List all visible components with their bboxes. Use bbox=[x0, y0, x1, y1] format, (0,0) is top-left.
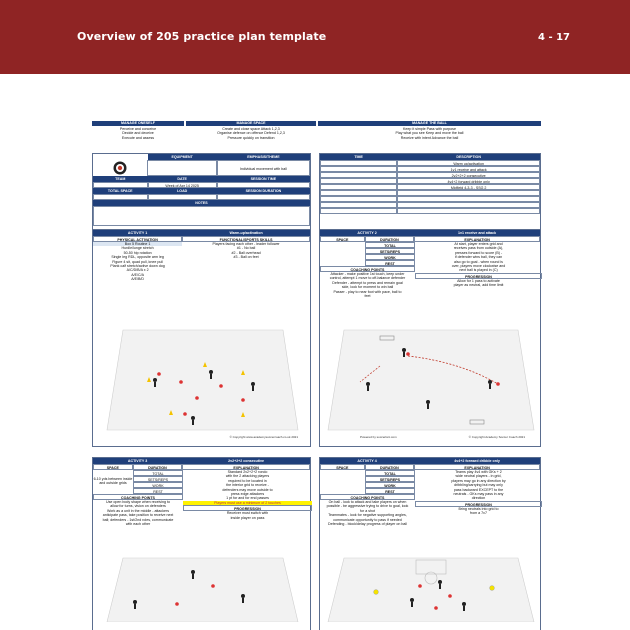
physical-item: A/E/C/A bbox=[131, 272, 144, 277]
activity-title: Warm-up/activation bbox=[182, 230, 310, 236]
progression-label: PROGRESSION bbox=[415, 273, 542, 279]
explanation-label: EXPLANATION bbox=[414, 464, 540, 470]
physical-item: Hurdle/lunge stretch bbox=[121, 246, 154, 251]
principle-manage-oneself bbox=[92, 121, 184, 145]
activity-label: ACTIVITY 4 bbox=[320, 458, 414, 464]
total-space-label: TOTAL SPACE bbox=[93, 188, 148, 194]
description-label: DESCRIPTION bbox=[397, 154, 540, 160]
club-crest-icon bbox=[113, 161, 127, 175]
schedule-item: 2v2+2+2 consecutive bbox=[397, 172, 540, 178]
progression-line: player as neutral, add time limit bbox=[453, 283, 504, 288]
explanation-line: direction bbox=[471, 496, 486, 501]
schedule-item: 4v4+2 forward dribble only bbox=[397, 178, 540, 184]
explanation-line: if defender wins ball, they can bbox=[454, 255, 503, 260]
progression-line: Allow for 1 pass to activate bbox=[457, 278, 500, 283]
emphasis-label: EMPHASIS/THEME bbox=[217, 154, 310, 160]
space-label: SPACE bbox=[320, 464, 365, 470]
diagram-caption-left: Powered by soccerisnt.com bbox=[360, 435, 397, 439]
activity-label: ACTIVITY 3 bbox=[93, 458, 182, 464]
club-logo bbox=[93, 160, 147, 176]
progression-line: inside player on pass bbox=[230, 515, 265, 520]
coaching-point: On ball - look to attack and take players on when bbox=[328, 500, 407, 504]
explanation-line: Teams play 4v4 with GKs + 2 bbox=[455, 470, 502, 474]
coaching-points-list bbox=[93, 500, 183, 526]
space-label: SPACE bbox=[320, 236, 365, 242]
activity-1-diagram bbox=[93, 322, 312, 442]
header-bar bbox=[0, 0, 630, 74]
schedule-item: Midfield 4-3-3 - SSG 2 bbox=[397, 184, 540, 190]
sets-reps-row: SETS/REPS bbox=[365, 476, 415, 482]
principle-line: Execute and assess bbox=[121, 135, 155, 140]
principle-heading: MANAGE ONESELF bbox=[92, 121, 184, 126]
physical-item: Single leg RDL, opposite arm leg bbox=[111, 255, 164, 260]
work-row: WORK bbox=[133, 482, 183, 488]
physical-list bbox=[93, 242, 182, 282]
physical-item: Figure 4 sit, quad pull, knee pull bbox=[112, 259, 163, 264]
coaching-point: Use open body shape when receiving to bbox=[106, 500, 170, 504]
progression-label: PROGRESSION bbox=[183, 505, 312, 511]
coaching-point: Work as a unit in the middle - attackers bbox=[106, 508, 170, 513]
total-row: TOTAL bbox=[133, 470, 183, 476]
coaching-point: Attacker - make positive 1st touch, keep under bbox=[330, 272, 405, 276]
coaching-points-label: COACHING POINTS bbox=[320, 494, 415, 500]
coaching-points-list bbox=[320, 500, 415, 526]
physical-item: A/C/D/B/A x 2 bbox=[126, 268, 149, 273]
highlight-rule: Players must use a minimum of 2 touches bbox=[183, 501, 312, 505]
explanation-label: EXPLANATION bbox=[182, 464, 310, 470]
total-row: TOTAL bbox=[365, 242, 415, 248]
space-line: 6-10 yds between inside bbox=[93, 477, 133, 481]
coaching-point: control, attempt 1 move to off-balance defender bbox=[329, 276, 406, 281]
explanation-line: neutrals - GKs may pass in any bbox=[453, 492, 504, 497]
explanation-line: presses forward to score (B) - bbox=[454, 250, 503, 255]
date-label: DATE bbox=[148, 176, 217, 182]
principle-line: Pressure quickly on transition bbox=[227, 135, 275, 140]
functional-item: #2 - Ball overhead bbox=[231, 250, 261, 255]
progression-list bbox=[415, 279, 542, 288]
coaching-point: for a shot bbox=[360, 508, 375, 513]
page-title: Overview of 205 practice plan template bbox=[77, 30, 327, 43]
principle-manage-space bbox=[186, 121, 316, 145]
explanation-list bbox=[415, 470, 542, 501]
activity-label: ACTIVITY 2 bbox=[320, 230, 414, 236]
principle-line: Decide and deceive bbox=[122, 131, 154, 136]
principle-line: Create and close space Attack 1,2,3 bbox=[222, 127, 280, 131]
principle-line: Perceive and conceive bbox=[119, 127, 157, 131]
explanation-line: Standard 2v2+2+2 rondo bbox=[227, 470, 268, 474]
activity-title: 4v4+2 forward dribble only bbox=[414, 458, 540, 464]
principle-manage-ball bbox=[318, 121, 541, 145]
page-number: 4 - 17 bbox=[538, 32, 570, 43]
explanation-line: players may go in any direction by bbox=[451, 478, 506, 483]
notes-label: NOTES bbox=[93, 200, 310, 206]
coaching-point: ball; defenders - 1st/2nd roles, communicate bbox=[102, 517, 174, 522]
explanation-line: wide neutral players - in grid, bbox=[455, 474, 502, 479]
space-value bbox=[93, 470, 133, 494]
explanation-line: receives pass from outside (A), bbox=[453, 246, 504, 251]
sets-reps-row: SETS/REPS bbox=[133, 476, 183, 482]
activity-3-panel bbox=[92, 457, 311, 630]
coaching-point: anticipate pass, take position to receive next bbox=[102, 513, 174, 518]
date-value: Week of Apr 14 2025 bbox=[148, 182, 217, 188]
explanation-list bbox=[183, 470, 312, 505]
coaching-point: communicate opportunity to pass if needed bbox=[333, 517, 402, 522]
rest-row: REST bbox=[133, 488, 183, 494]
notes-area bbox=[93, 206, 310, 226]
work-row: WORK bbox=[365, 482, 415, 488]
coaching-point: possible - be aggressive trying to drive to goal, look bbox=[326, 504, 409, 509]
coaching-point: Defending - block/delay progress of player on ball bbox=[328, 522, 407, 527]
emphasis-value: Individual movement with ball bbox=[217, 160, 310, 176]
functional-item: #3 - Ball on feet bbox=[233, 255, 259, 260]
schedule-item: 1v1 receive and attack bbox=[397, 166, 540, 172]
coaching-point: allow for turns, vision on defenders bbox=[110, 504, 166, 509]
activity-4-diagram bbox=[320, 552, 542, 622]
physical-item: Box 5 Routine 1 bbox=[93, 242, 182, 246]
explanation-line: with the 2 attacking players bbox=[225, 474, 270, 479]
physical-item: 50-50 hip rotation bbox=[123, 250, 152, 255]
coaching-point: Defender - attempt to press and remain goal bbox=[332, 280, 403, 285]
session-duration-label: SESSION DURATION bbox=[217, 188, 310, 194]
explanation-line: pass backward EXCEPT to the bbox=[453, 487, 504, 492]
explanation-list bbox=[415, 242, 542, 273]
functional-item: #1 - No ball bbox=[236, 246, 256, 251]
duration-label: DURATION bbox=[365, 236, 415, 242]
coaching-point: Teammates - look for negative supporting angles, bbox=[328, 513, 407, 518]
activity-4-panel bbox=[319, 457, 541, 630]
duration-label: DURATION bbox=[365, 464, 415, 470]
principle-line: Keep it simple Pass with purpose bbox=[403, 127, 456, 131]
physical-item: Plank calf stretch/active down dog bbox=[110, 264, 165, 269]
progression-line: Receiver must switch with bbox=[226, 511, 269, 516]
explanation-line: the interior grid to receive - bbox=[226, 483, 269, 488]
team-label: TEAM bbox=[93, 176, 148, 182]
progression-list bbox=[415, 507, 542, 516]
activity-1-panel bbox=[92, 229, 311, 447]
coaching-points-label: COACHING POINTS bbox=[93, 494, 183, 500]
coaching-points-label: COACHING POINTS bbox=[320, 266, 415, 272]
work-row: WORK bbox=[365, 254, 415, 260]
diagram-caption: © Copyright www.academysoccercoach.co.uk 2021 bbox=[229, 435, 298, 439]
explanation-line: next ball is played in (C) bbox=[459, 268, 498, 273]
physical-item: A/E/B/D bbox=[131, 277, 144, 282]
explanation-label: EXPLANATION bbox=[414, 236, 540, 242]
activity-label: ACTIVITY 1 bbox=[93, 230, 182, 236]
explanation-line: At start, player enters grid and bbox=[454, 242, 503, 246]
physical-activation-label: PHYSICAL ACTIVATION bbox=[93, 236, 182, 242]
explanation-line: press edge attackers bbox=[230, 492, 265, 497]
coaching-points-list bbox=[320, 272, 415, 298]
explanation-line: defenders may move outside to bbox=[222, 487, 273, 492]
activity-2-panel bbox=[319, 229, 541, 447]
rest-row: REST bbox=[365, 488, 415, 494]
functional-skills-label: FUNCTIONAL/SPORTS SKILLS bbox=[182, 236, 310, 242]
space-line: and outside grids bbox=[99, 481, 127, 486]
schedule-item: Warm up/activation bbox=[397, 160, 540, 166]
activity-2-diagram bbox=[320, 322, 542, 442]
progression-label: PROGRESSION bbox=[415, 501, 542, 507]
practice-plan-document bbox=[92, 121, 541, 630]
progression-list bbox=[183, 511, 312, 520]
sets-reps-row: SETS/REPS bbox=[365, 248, 415, 254]
explanation-line: 1 pt for and for end passes bbox=[226, 496, 269, 501]
activity-3-diagram bbox=[93, 552, 312, 622]
diagram-caption-right: © Copyright Academy Soccer Coach 2021 bbox=[468, 435, 525, 439]
coaching-point: Passer - play to near foot with pace, ball to bbox=[333, 289, 402, 294]
explanation-line: required to be located in bbox=[228, 478, 267, 483]
explanation-line: also go to goal - when round is bbox=[454, 259, 503, 264]
total-row: TOTAL bbox=[365, 470, 415, 476]
equipment-label: EQUIPMENT bbox=[148, 154, 217, 160]
session-info-table bbox=[92, 153, 311, 241]
duration-label: DURATION bbox=[133, 464, 183, 470]
functional-item: Players facing each other - leader follower bbox=[212, 242, 280, 246]
principle-line: Receive with intent Advance the ball bbox=[400, 135, 459, 140]
time-label: TIME bbox=[320, 154, 397, 160]
coaching-point: side, look for moment to win ball bbox=[341, 285, 394, 290]
principles-strip bbox=[92, 121, 541, 145]
explanation-line: over, players move clockwise and bbox=[451, 264, 506, 269]
progression-line: Bring neutrals into grid to bbox=[458, 506, 499, 511]
progression-line: from a 7v7 bbox=[470, 511, 487, 516]
coaching-point: feet bbox=[364, 294, 371, 299]
load-label: LOAD bbox=[148, 188, 217, 194]
principle-line: Play what you see Keep and move the ball bbox=[395, 131, 464, 136]
activity-title: 1v1 receive and attack bbox=[414, 230, 540, 236]
functional-list bbox=[182, 242, 310, 282]
space-label: SPACE bbox=[93, 464, 133, 470]
principle-line: Organise defence on offence Defend 1,2,3 bbox=[217, 131, 285, 136]
principle-heading: MANAGE THE BALL bbox=[318, 121, 541, 126]
principle-heading: MANAGE SPACE bbox=[186, 121, 316, 126]
coaching-point: with each other bbox=[125, 522, 151, 527]
activity-title: 2v2+2+2 consecutive bbox=[182, 458, 310, 464]
session-time-label: SESSION TIME bbox=[217, 176, 310, 182]
schedule-table bbox=[319, 153, 541, 241]
explanation-line: dribbling/carrying but may only bbox=[454, 483, 503, 488]
rest-row: REST bbox=[365, 260, 415, 266]
